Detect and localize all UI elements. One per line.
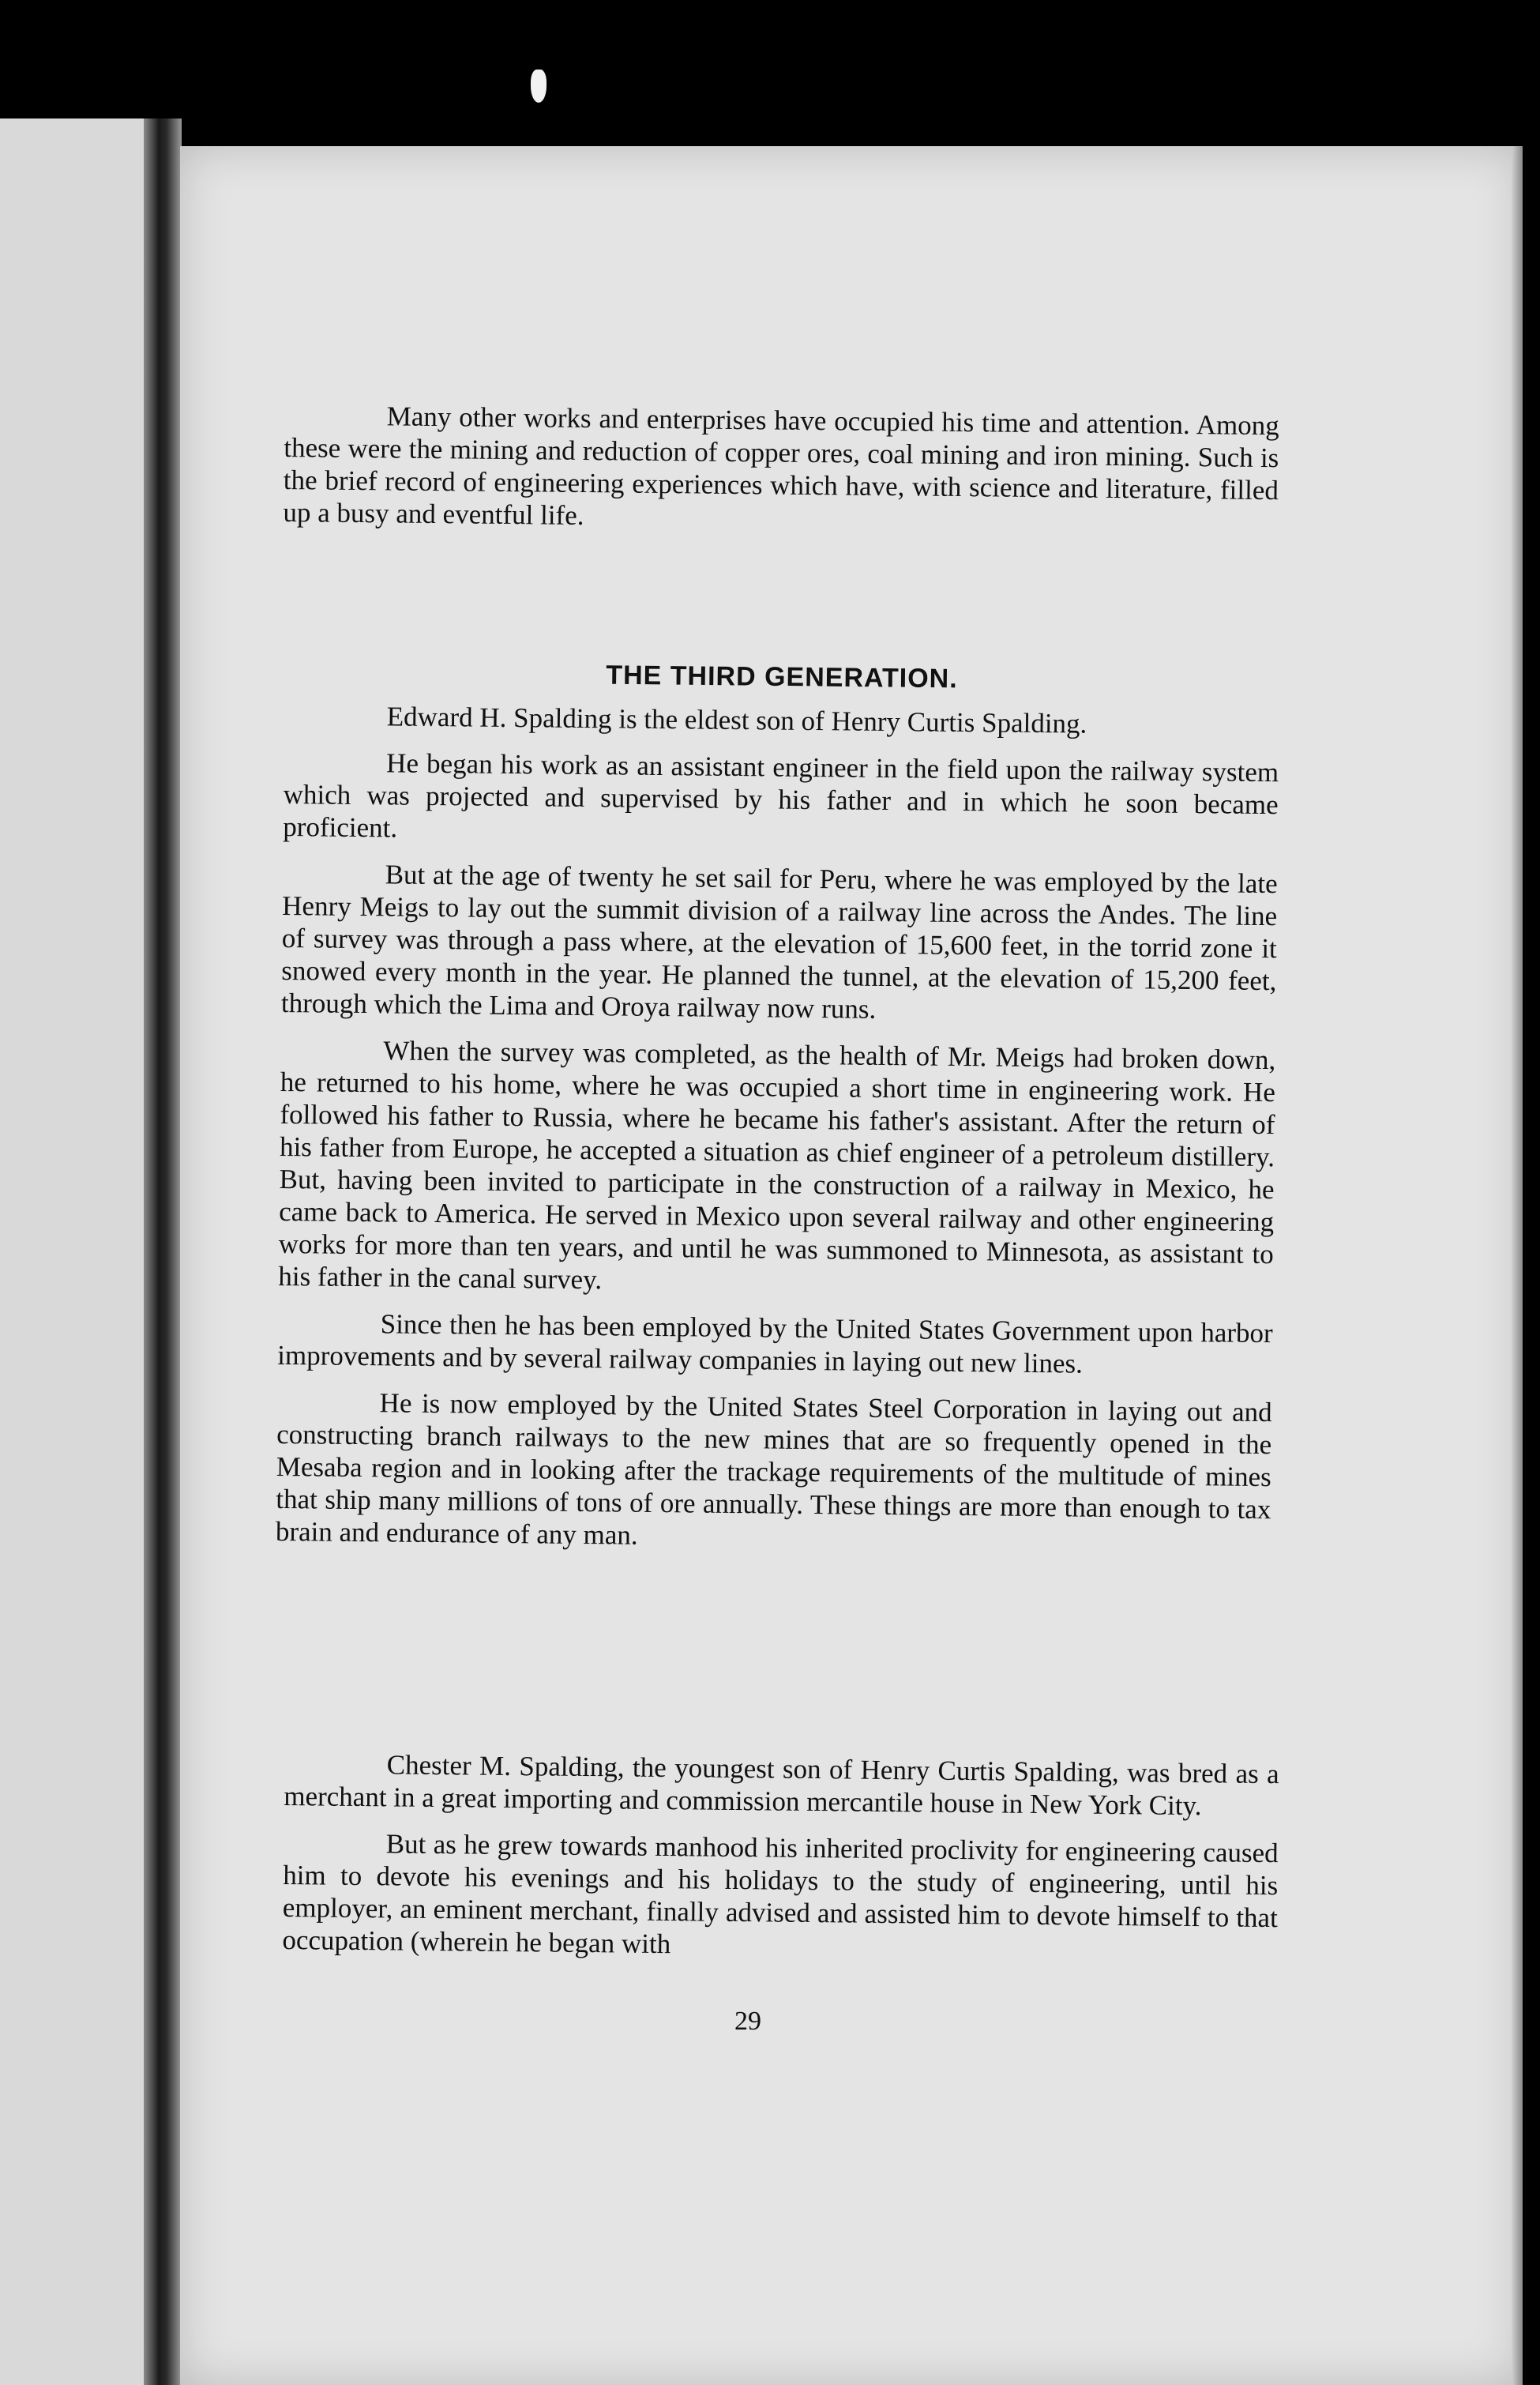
paragraph: But at the age of twenty he set sail for Peru, where he was employed by the late Henry Meigs to lay out the summit division of a railway line across the Andes. The line of survey was through a pass where, at the elevation of 15,600 feet, in the torrid zone it snowed every month in the year. He planned the tunnel, at the elevation of 15,200 feet, through which the Lima and Oroya railway now runs. bbox=[280, 859, 1278, 1025]
paragraph: Since then he has been employed by the United States Government upon harbor improvements and by several railway companies in laying out new lines. bbox=[277, 1308, 1273, 1379]
section-three bbox=[282, 1747, 1279, 1981]
section-heading: THE THIRD GENERATION. bbox=[606, 660, 958, 694]
paragraph: He began his work as an assistant engineer in the field upon the railway system which was projected and supervised by his father and in which he soon became proficient. bbox=[283, 747, 1279, 844]
book-binding bbox=[144, 118, 182, 2385]
page-number: 29 bbox=[734, 2007, 761, 2036]
paragraph: Many other works and enterprises have occupied his time and attention. Among these were the mining and reduction of copper ores, coal mining and iron mining. Such is the brief record of engineering experiences which have, with science and literature, filled up a busy and eventful life. bbox=[283, 401, 1279, 531]
paragraph: Chester M. Spalding, the youngest son of Henry Curtis Spalding, was bred as a merchant in a great importing and commission mercantile house in New York City. bbox=[284, 1749, 1279, 1822]
paragraph: Edward H. Spalding is the eldest son of Henry Curtis Spalding. bbox=[386, 701, 1087, 739]
section-two bbox=[276, 699, 1279, 1572]
section-one bbox=[283, 399, 1279, 553]
paragraph: When the survey was completed, as the health of Mr. Meigs had broken down, he returned to his home, where he was occupied a short time in engineering work. He followed his father to Russia, where he became his father's assistant. After the return of his father from Europe, he accepted a situation as chief engineer of a petroleum distillery. But, having been invited to participate in the construction of a railway in Mexico, he came back to America. He served in Mexico upon several railway and other engineering works for more than ten years, and until he was summoned to Minnesota, as assistant to his father in the canal survey. bbox=[278, 1035, 1276, 1296]
paragraph: He is now employed by the United States Steel Corporation in laying out and constructing branch railways to the new mines that are so frequently opened in the Mesaba region and in looking after the trackage requirements of the multitude of mines that ship many millions of tons of ore annually. These things are more than enough to tax brain and endurance of any man. bbox=[275, 1387, 1272, 1551]
facing-page bbox=[0, 118, 158, 2385]
page-edge bbox=[1512, 146, 1523, 2385]
scan-mark bbox=[531, 70, 547, 103]
paragraph: But as he grew towards manhood his inherited proclivity for engineering caused him to devote his evenings and his holidays to the study of engineering, until his employer, an eminent merchant, finally advised and assisted him to devote himself to that occupation (wherein he began with bbox=[282, 1828, 1279, 1960]
